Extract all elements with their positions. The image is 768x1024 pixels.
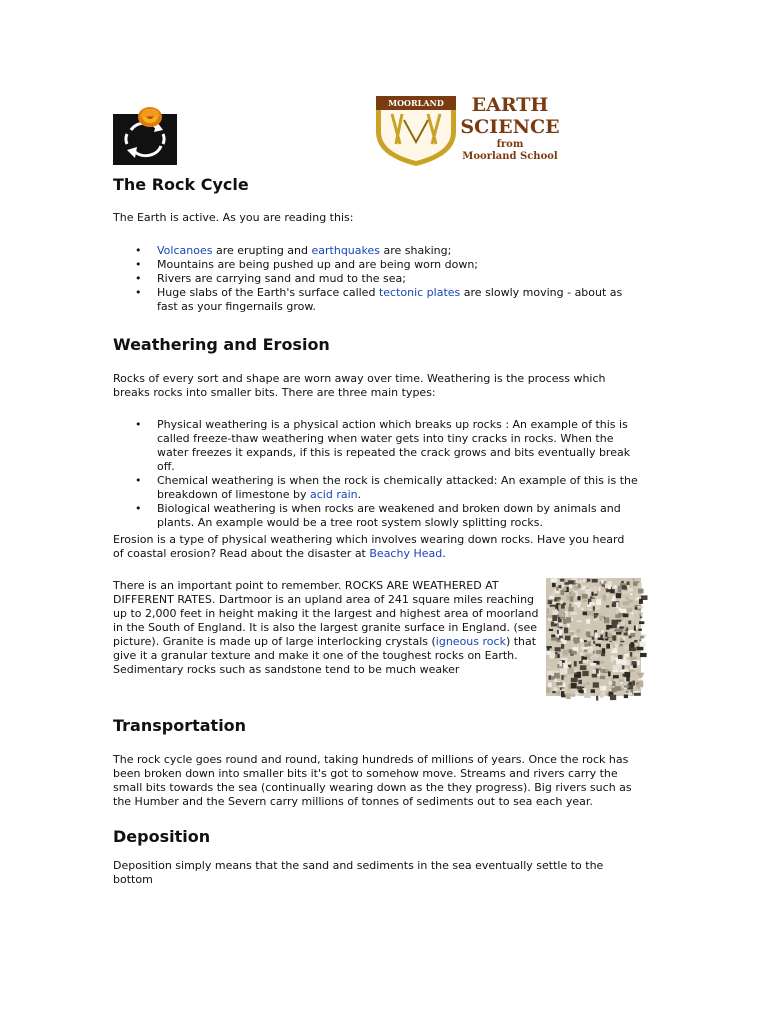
list-item: • Biological weathering is when rocks are weakened and broken down by animals and plants. An example would be a tree root system slowly splitting rocks. — [113, 502, 638, 530]
deposition-text: Deposition simply means that the sand and sediments in the sea eventually settle to the bottom — [113, 859, 604, 886]
erosion-paragraph — [113, 533, 633, 561]
dartmoor-text: There is an important point to remember. ROCKS ARE WEATHERED AT DIFFERENT RATES. Dartmoor is an upland area of 241 square miles reaching up to 2,000 feet in height making it the largest and highest area of moorland in the South of England. It is also the largest granite surface in England. (see picture). Granite is made up of large interlocking crystals ( — [113, 579, 539, 648]
earth-science-logo — [374, 92, 562, 168]
erosion-text: . — [442, 547, 446, 560]
logo-from-text: from — [496, 139, 524, 150]
list-text: are shaking; — [380, 244, 452, 257]
list-item — [113, 244, 638, 258]
transportation-text: The rock cycle goes round and round, taking hundreds of millions of years. Once the rock has been broken down into smaller bits it's got to somehow move. Streams and rivers carry the small bits towards the sea (continually wearing down as the they progress). Big rivers such as the Humber and the Severn carry millions of tonnes of sediments out to sea each year. — [113, 753, 632, 808]
acid-rain-link[interactable]: acid rain — [310, 488, 358, 501]
logo-school-text: Moorland School — [462, 151, 558, 162]
list-text: Huge slabs of the Earth's surface called — [157, 286, 379, 299]
active-list — [113, 244, 638, 314]
volcanoes-link[interactable]: Volcanoes — [157, 244, 213, 257]
transportation-heading: Transportation — [113, 716, 247, 735]
logo-earth-text: EARTH — [471, 94, 549, 116]
deposition-text-clipped — [113, 859, 633, 886]
intro-text: The Earth is active. As you are reading this: — [113, 211, 354, 224]
logo-science-text: SCIENCE — [460, 116, 560, 138]
page-title: The Rock Cycle — [113, 175, 249, 194]
volcano-flame-icon — [136, 104, 164, 128]
tectonic-plates-link[interactable]: tectonic plates — [378, 286, 461, 299]
list-text: are slowly moving - about as fast as your fingernails grow. — [157, 286, 623, 313]
list-text: . — [357, 488, 362, 501]
list-item: • Mountains are being pushed up and are being worn down; — [113, 258, 638, 272]
deposition-heading: Deposition — [113, 827, 211, 846]
list-text: are erupting and — [212, 244, 312, 257]
logo-badge-text: MOORLAND — [388, 98, 444, 108]
erosion-text: Erosion is a type of physical weathering which involves wearing down rocks. Have you heard of coastal erosion? Read about the disaster at — [113, 533, 625, 560]
igneous-rock-link[interactable]: igneous rock — [435, 635, 506, 648]
list-item: • Physical weathering is a physical action which breaks up rocks : An example of this is called freeze-thaw weathering when water gets into tiny cracks in rocks. When the water freezes it expands, if this is repeated the crack grows and bits eventually break off. — [113, 418, 638, 474]
weathering-heading: Weathering and Erosion — [113, 335, 330, 354]
list-item — [113, 286, 638, 314]
dartmoor-paragraph — [113, 579, 539, 677]
list-item — [113, 474, 638, 502]
granite-photo — [546, 578, 641, 696]
beachy-head-link[interactable]: Beachy Head — [369, 547, 443, 560]
weathering-intro: Rocks of every sort and shape are worn away over time. Weathering is the process which breaks rocks into smaller bits. There are three main types: — [113, 372, 606, 399]
earthquakes-link[interactable]: earthquakes — [311, 244, 380, 257]
list-item: • Rivers are carrying sand and mud to the sea; — [113, 272, 638, 286]
dartmoor-text: ) that give it a granular texture and make it one of the toughest rocks on Earth. Sedimentary rocks such as sandstone tend to be much weaker — [113, 635, 537, 676]
weathering-list — [113, 418, 638, 530]
list-text: Chemical weathering is when the rock is chemically attacked: An example of this is the breakdown of limestone by — [157, 474, 638, 501]
